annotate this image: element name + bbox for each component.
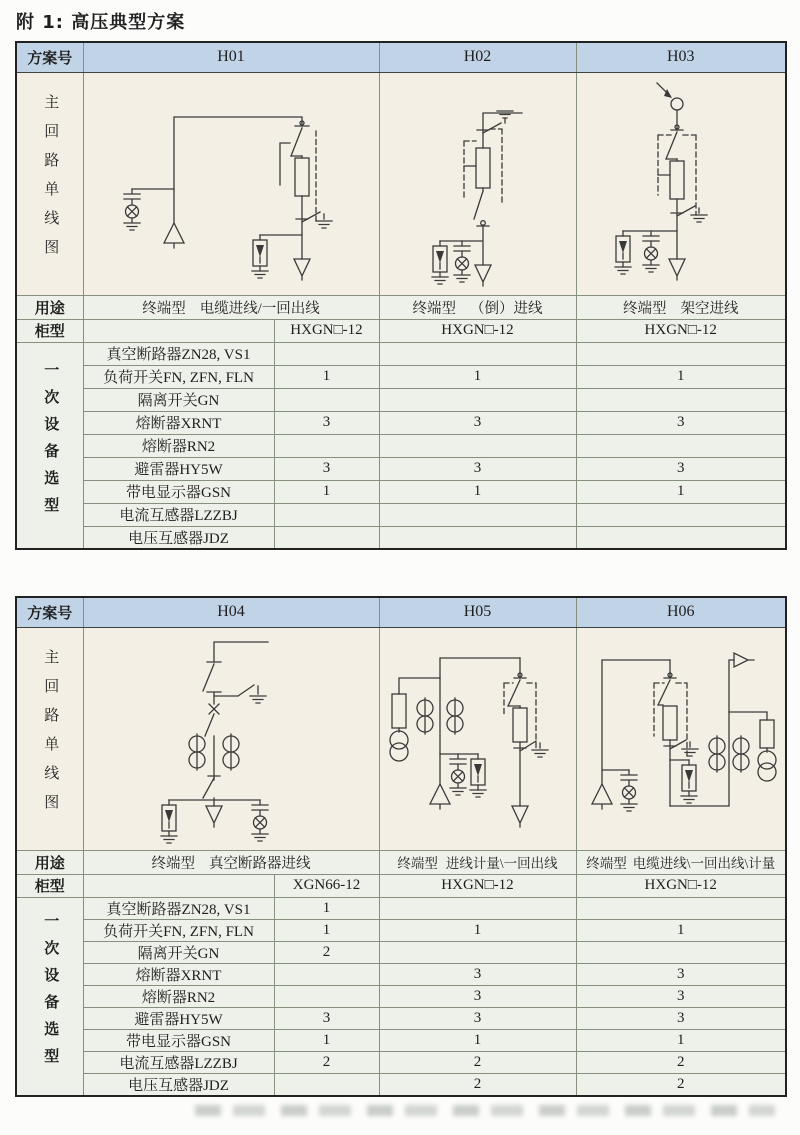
h05-single-line-diagram [380, 628, 575, 845]
equipment-count [576, 388, 786, 411]
equipment-row [16, 1051, 786, 1073]
equipment-count: 1 [576, 919, 786, 941]
equipment-count [379, 941, 576, 963]
scheme-table-h04-h06 [15, 596, 787, 1097]
equipment-row [16, 1029, 786, 1051]
scheme-id-h05: H05 [379, 597, 576, 627]
equipment-row [16, 1007, 786, 1029]
equipment-name: 电流互感器LZZBJ [83, 1051, 274, 1073]
equipment-row [16, 411, 786, 434]
equipment-count: 1 [379, 365, 576, 388]
equipment-count: 2 [379, 1051, 576, 1073]
usage-h03: 终端型 架空进线 [576, 295, 786, 319]
equipment-count [274, 985, 379, 1007]
equipment-row [16, 963, 786, 985]
equipment-name: 熔断器XRNT [83, 411, 274, 434]
equipment-count: 3 [274, 1007, 379, 1029]
equipment-count: 3 [379, 985, 576, 1007]
equipment-count [379, 388, 576, 411]
cabinet-h05: HXGN□-12 [379, 874, 576, 897]
cabinet-empty-cell [83, 319, 274, 342]
equipment-count [576, 941, 786, 963]
equipment-count: 3 [379, 1007, 576, 1029]
scheme-id-h01: H01 [83, 42, 379, 72]
scan-blur-artifact [195, 1105, 775, 1116]
row-label-diagram: 主回路单线图 [16, 72, 83, 295]
usage-h04: 终端型 真空断路器进线 [83, 850, 379, 874]
cabinet-h02: HXGN□-12 [379, 319, 576, 342]
equipment-name: 真空断路器ZN28, VS1 [83, 342, 274, 365]
cabinet-h06: HXGN□-12 [576, 874, 786, 897]
scheme-table-h01-h03 [15, 41, 787, 550]
equipment-name: 熔断器RN2 [83, 985, 274, 1007]
equipment-count: 1 [379, 480, 576, 503]
scheme-id-h03: H03 [576, 42, 786, 72]
equipment-count: 3 [576, 411, 786, 434]
equipment-row [16, 941, 786, 963]
h02-single-line-diagram [380, 73, 575, 290]
equipment-count: 2 [379, 1073, 576, 1096]
equipment-row [16, 457, 786, 480]
row-label-usage: 用途 [16, 295, 83, 319]
equipment-count: 3 [274, 457, 379, 480]
table-gap [0, 550, 800, 596]
usage-h01: 终端型 电缆进线/一回出线 [83, 295, 379, 319]
equipment-count: 2 [576, 1051, 786, 1073]
equipment-name: 带电显示器GSN [83, 1029, 274, 1051]
scheme-id-h02: H02 [379, 42, 576, 72]
cabinet-h03: HXGN□-12 [576, 319, 786, 342]
row-label-scheme: 方案号 [16, 42, 83, 72]
equipment-count [274, 963, 379, 985]
equipment-count [274, 388, 379, 411]
equipment-count: 2 [274, 1051, 379, 1073]
equipment-name: 真空断路器ZN28, VS1 [83, 897, 274, 919]
equipment-count: 1 [576, 365, 786, 388]
equipment-row [16, 480, 786, 503]
equipment-count: 1 [576, 480, 786, 503]
equipment-count [576, 342, 786, 365]
equipment-count: 3 [576, 1007, 786, 1029]
scheme-id-h04: H04 [83, 597, 379, 627]
equipment-count [379, 434, 576, 457]
equipment-count [274, 503, 379, 526]
equipment-count: 3 [576, 985, 786, 1007]
equipment-count: 3 [576, 457, 786, 480]
equipment-name: 负荷开关FN, ZFN, FLN [83, 365, 274, 388]
equipment-count [576, 503, 786, 526]
equipment-row [16, 342, 786, 365]
equipment-row [16, 388, 786, 411]
equipment-count: 3 [274, 411, 379, 434]
usage-h06: 终端型 电缆进线\一回出线\计量 [576, 850, 786, 874]
diagram-cell-h02 [379, 72, 576, 295]
diagram-cell-h06 [576, 627, 786, 850]
row-label-scheme: 方案号 [16, 597, 83, 627]
equipment-row [16, 365, 786, 388]
equipment-row [16, 919, 786, 941]
equipment-name: 避雷器HY5W [83, 457, 274, 480]
equipment-row [16, 503, 786, 526]
equipment-count [576, 897, 786, 919]
equipment-count: 3 [379, 963, 576, 985]
row-label-usage: 用途 [16, 850, 83, 874]
equipment-count: 1 [576, 1029, 786, 1051]
diagram-cell-h01 [83, 72, 379, 295]
row-label-equipment: 一次设备选型 [16, 897, 83, 1096]
equipment-count: 3 [576, 963, 786, 985]
row-label-cabinet: 柜型 [16, 874, 83, 897]
equipment-name: 负荷开关FN, ZFN, FLN [83, 919, 274, 941]
row-label-cabinet: 柜型 [16, 319, 83, 342]
equipment-count [274, 526, 379, 549]
equipment-name: 带电显示器GSN [83, 480, 274, 503]
equipment-name: 电压互感器JDZ [83, 526, 274, 549]
equipment-name: 避雷器HY5W [83, 1007, 274, 1029]
h04-single-line-diagram [84, 628, 378, 845]
equipment-name: 熔断器RN2 [83, 434, 274, 457]
equipment-count [379, 897, 576, 919]
equipment-count: 1 [274, 919, 379, 941]
equipment-count: 1 [274, 1029, 379, 1051]
h03-single-line-diagram [577, 73, 785, 290]
equipment-count [274, 434, 379, 457]
equipment-count: 1 [274, 365, 379, 388]
equipment-count [274, 342, 379, 365]
equipment-count [379, 503, 576, 526]
cabinet-empty-cell [83, 874, 274, 897]
equipment-row [16, 526, 786, 549]
cabinet-h04: XGN66-12 [274, 874, 379, 897]
scheme-id-h06: H06 [576, 597, 786, 627]
row-label-equipment: 一次设备选型 [16, 342, 83, 549]
page-title: 附 1: 高压典型方案 [16, 12, 186, 33]
equipment-count: 2 [576, 1073, 786, 1096]
equipment-count: 1 [274, 480, 379, 503]
equipment-count: 3 [379, 411, 576, 434]
cabinet-h01: HXGN□-12 [274, 319, 379, 342]
equipment-name: 隔离开关GN [83, 388, 274, 411]
equipment-count [576, 434, 786, 457]
equipment-name: 隔离开关GN [83, 941, 274, 963]
equipment-count [576, 526, 786, 549]
diagram-cell-h04 [83, 627, 379, 850]
equipment-count: 2 [274, 941, 379, 963]
equipment-name: 熔断器XRNT [83, 963, 274, 985]
equipment-count: 1 [379, 1029, 576, 1051]
equipment-name: 电压互感器JDZ [83, 1073, 274, 1096]
equipment-count: 1 [379, 919, 576, 941]
equipment-name: 电流互感器LZZBJ [83, 503, 274, 526]
equipment-count [379, 342, 576, 365]
usage-h05: 终端型 进线计量\一回出线 [379, 850, 576, 874]
equipment-row [16, 985, 786, 1007]
row-label-diagram: 主回路单线图 [16, 627, 83, 850]
diagram-cell-h03 [576, 72, 786, 295]
equipment-row [16, 434, 786, 457]
equipment-row [16, 1073, 786, 1096]
equipment-count [379, 526, 576, 549]
equipment-count: 3 [379, 457, 576, 480]
h06-single-line-diagram [577, 628, 785, 845]
equipment-row [16, 897, 786, 919]
equipment-count: 1 [274, 897, 379, 919]
h01-single-line-diagram [84, 73, 378, 290]
diagram-cell-h05 [379, 627, 576, 850]
equipment-count [274, 1073, 379, 1096]
usage-h02: 终端型 （倒）进线 [379, 295, 576, 319]
